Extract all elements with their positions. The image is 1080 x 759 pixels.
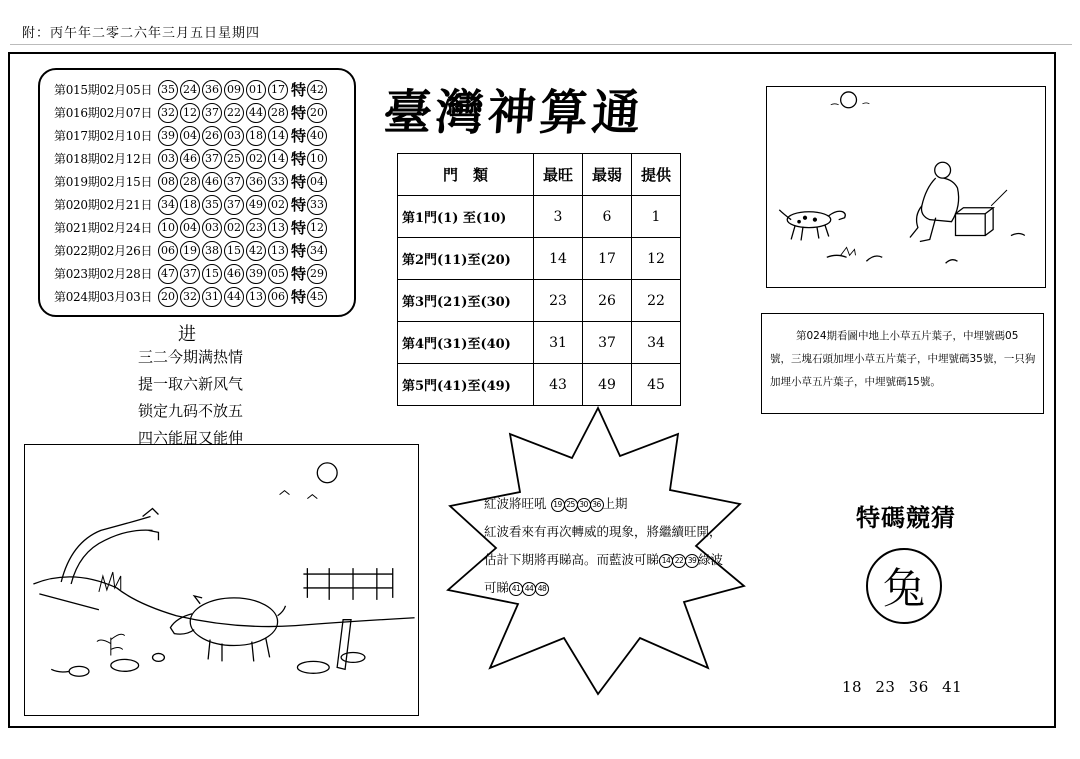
number-ball: 42 [246,241,266,261]
special-label: 特 [291,150,307,168]
max-cell: 23 [534,280,583,322]
wave-number-ball: 48 [535,582,549,596]
wave-star-box [440,406,750,696]
wave-number-ball: 19 [551,498,565,512]
riddle-picture-pig [24,444,419,716]
number-ball: 06 [158,241,178,261]
door-label: 第3門(21)至(30) [398,280,534,322]
wave-number-ball: 14 [659,554,673,568]
number-ball: 38 [202,241,222,261]
door-table [397,153,681,406]
special-guess-title: 特碼競猜 [856,503,956,532]
poem [138,344,243,452]
number-ball: 37 [224,195,244,215]
number-ball: 44 [224,287,244,307]
special-label: 特 [291,196,307,214]
number-ball: 14 [268,149,288,169]
poem-line: 三二今期满热情 [138,348,244,366]
history-period: 第023期02月28日 [54,267,153,281]
number-ball: 05 [268,264,288,284]
table-header: 最弱 [583,154,632,196]
history-row [54,239,354,262]
star-line1-end: 上期 [602,496,628,511]
number-ball: 24 [180,80,200,100]
door-label: 第5門(41)至(49) [398,364,534,406]
special-number-ball: 20 [307,103,327,123]
history-box [38,68,356,317]
number-ball: 12 [180,103,200,123]
number-ball: 47 [158,264,178,284]
number-ball: 03 [158,149,178,169]
history-row [54,147,354,170]
zodiac-badge: 兔 [866,548,942,624]
history-period: 第015期02月05日 [54,83,153,97]
give-cell: 22 [632,280,681,322]
number-ball: 04 [180,126,200,146]
special-number-ball: 10 [307,149,327,169]
table-row [398,196,681,238]
number-ball: 18 [246,126,266,146]
poem-line: 四六能屈又能伸 [138,429,244,447]
number-ball: 37 [202,103,222,123]
star-body: 紅波看來有再次轉威的現象，將繼續旺開，估計下期將再睇高。而藍波可睇 [484,524,722,567]
number-ball: 37 [224,172,244,192]
green-label: 綠波可睇 [484,552,724,595]
history-row [54,124,354,147]
special-number-ball: 33 [307,195,327,215]
table-row [398,364,681,406]
special-label: 特 [291,219,307,237]
min-cell: 37 [583,322,632,364]
special-label: 特 [291,242,307,260]
number-ball: 28 [180,172,200,192]
min-cell: 49 [583,364,632,406]
number-ball: 10 [158,218,178,238]
wave-number-ball: 30 [577,498,591,512]
riddle-note: 第024期看圖中地上小草五片葉子，中埋號碼05號，三塊石頭加埋小草五片葉子，中埋號碼35號，一只狗加埋小草五片葉子，中埋號碼15號。 [761,313,1044,414]
special-number-ball: 04 [307,172,327,192]
history-row [54,78,354,101]
wave-number-ball: 22 [672,554,686,568]
history-period: 第024期03月03日 [54,290,153,304]
special-number-ball: 29 [307,264,327,284]
special-label: 特 [291,127,307,145]
number-ball: 15 [224,241,244,261]
max-cell: 31 [534,322,583,364]
number-ball: 26 [202,126,222,146]
special-label: 特 [291,104,307,122]
wave-star-text [484,490,724,602]
give-cell: 34 [632,322,681,364]
number-ball: 33 [268,172,288,192]
table-header: 門 類 [398,154,534,196]
special-number-ball: 12 [307,218,327,238]
history-period: 第022期02月26日 [54,244,153,258]
give-cell: 12 [632,238,681,280]
history-period: 第016期02月07日 [54,106,153,120]
blue-balls [659,552,698,567]
number-ball: 15 [202,264,222,284]
history-period: 第017期02月10日 [54,129,153,143]
special-label: 特 [291,265,307,283]
red-balls [551,496,603,511]
number-ball: 35 [158,80,178,100]
number-ball: 32 [180,287,200,307]
number-ball: 13 [268,218,288,238]
table-row [398,280,681,322]
number-ball: 32 [158,103,178,123]
number-ball: 06 [268,287,288,307]
number-ball: 34 [158,195,178,215]
number-ball: 39 [246,264,266,284]
special-number-ball: 45 [307,287,327,307]
poem-title: 进 [178,324,196,345]
number-ball: 31 [202,287,222,307]
door-label: 第2門(11)至(20) [398,238,534,280]
table-header: 最旺 [534,154,583,196]
number-ball: 23 [246,218,266,238]
header-divider [10,44,1072,45]
number-ball: 08 [158,172,178,192]
wave-number-ball: 41 [509,582,523,596]
history-period: 第018期02月12日 [54,152,153,166]
header-date: 附：丙午年二零二六年三月五日星期四 [22,26,261,41]
special-label: 特 [291,288,307,306]
number-ball: 17 [268,80,288,100]
number-ball: 14 [268,126,288,146]
star-line1: 紅波將旺吼 [484,496,547,511]
number-ball: 13 [246,287,266,307]
history-row [54,216,354,239]
number-ball: 46 [180,149,200,169]
door-label: 第1門(1) 至(10) [398,196,534,238]
number-ball: 25 [224,149,244,169]
riddle-picture-man-dog [766,86,1046,288]
max-cell: 43 [534,364,583,406]
history-row [54,193,354,216]
number-ball: 46 [202,172,222,192]
logo-title: 臺灣神算通 [381,85,646,141]
number-ball: 02 [268,195,288,215]
poem-line: 提一取六新风气 [138,375,244,393]
special-label: 特 [291,173,307,191]
history-row [54,170,354,193]
number-ball: 18 [180,195,200,215]
history-row [54,101,354,124]
give-cell: 45 [632,364,681,406]
history-period: 第019期02月15日 [54,175,153,189]
max-cell: 14 [534,238,583,280]
number-ball: 22 [224,103,244,123]
number-ball: 39 [158,126,178,146]
min-cell: 26 [583,280,632,322]
number-ball: 37 [202,149,222,169]
history-row [54,262,354,285]
number-ball: 02 [246,149,266,169]
poem-line: 锁定九码不放五 [138,402,244,420]
number-ball: 03 [202,218,222,238]
wave-number-ball: 39 [685,554,699,568]
number-ball: 02 [224,218,244,238]
table-header-row [398,154,681,196]
number-ball: 09 [224,80,244,100]
wave-number-ball: 44 [522,582,536,596]
special-number-ball: 42 [307,80,327,100]
number-ball: 04 [180,218,200,238]
give-cell: 1 [632,196,681,238]
min-cell: 17 [583,238,632,280]
history-row [54,285,354,308]
special-label: 特 [291,81,307,99]
number-ball: 19 [180,241,200,261]
door-label: 第4門(31)至(40) [398,322,534,364]
number-ball: 13 [268,241,288,261]
wave-number-ball: 36 [590,498,604,512]
special-number-ball: 40 [307,126,327,146]
number-ball: 44 [246,103,266,123]
guess-numbers: 18 23 36 41 [842,678,963,696]
table-header: 提供 [632,154,681,196]
number-ball: 20 [158,287,178,307]
number-ball: 37 [180,264,200,284]
max-cell: 3 [534,196,583,238]
green-balls [509,580,548,595]
number-ball: 36 [246,172,266,192]
wave-number-ball: 25 [564,498,578,512]
history-period: 第020期02月21日 [54,198,153,212]
number-ball: 46 [224,264,244,284]
number-ball: 03 [224,126,244,146]
number-ball: 49 [246,195,266,215]
min-cell: 6 [583,196,632,238]
table-row [398,238,681,280]
table-row [398,322,681,364]
number-ball: 36 [202,80,222,100]
special-number-ball: 34 [307,241,327,261]
history-period: 第021期02月24日 [54,221,153,235]
number-ball: 35 [202,195,222,215]
number-ball: 01 [246,80,266,100]
number-ball: 28 [268,103,288,123]
